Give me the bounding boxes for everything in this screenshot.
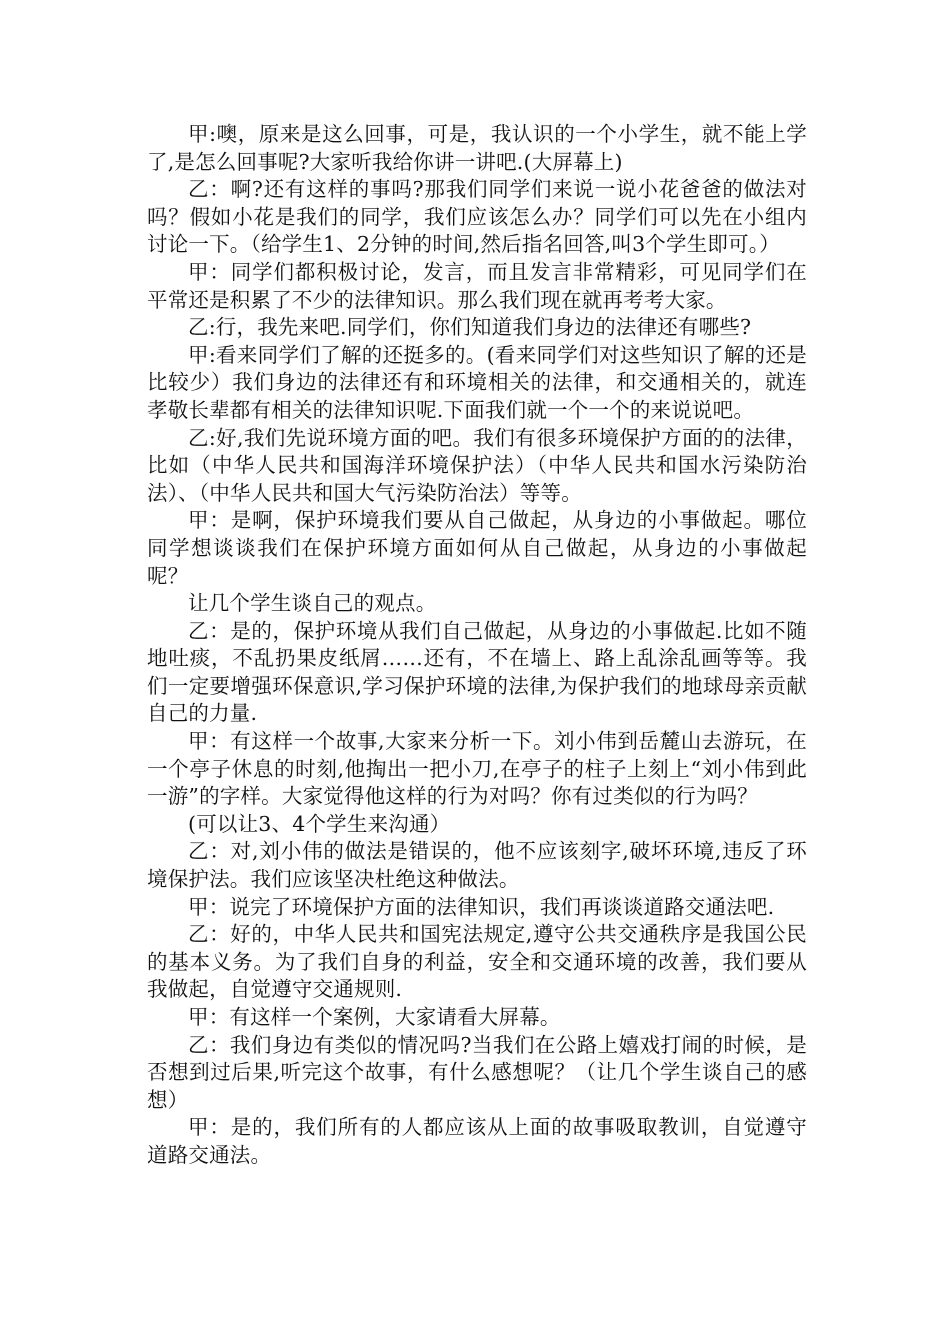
paragraph: 乙：对,刘小伟的做法是错误的，他不应该刻字,破坏环境,违反了环境保护法。我们应该坚决杜绝这种做法。 [147, 839, 807, 892]
paragraph: 甲:看来同学们了解的还挺多的。(看来同学们对这些知识了解的还是比较少）我们身边的法律还有和环境相关的法律，和交通相关的，就连孝敬长辈都有相关的法律知识呢.下面我们就一个一个的来说说吧。 [147, 342, 807, 422]
paragraph: 甲：是的，我们所有的人都应该从上面的故事吸取教训，自觉遵守道路交通法。 [147, 1115, 807, 1167]
paragraph: (可以让3、4个学生来沟通） [188, 811, 451, 836]
paragraph: 乙：啊?还有这样的事吗?那我们同学们来说一说小花爸爸的做法对吗？假如小花是我们的同学，我们应该怎么办？同学们可以先在小组内讨论一下。（给学生1、2分钟的时间,然后指名回答,叫3个学生即可。） [147, 177, 807, 257]
paragraph: 甲：是啊，保护环境我们要从自己做起，从身边的小事做起。哪位同学想谈谈我们在保护环境方面如何从自己做起，从身边的小事做起呢？ [147, 508, 807, 588]
paragraph: 甲：有这样一个故事,大家来分析一下。刘小伟到岳麓山去游玩，在一个亭子休息的时刻,他掏出一把小刀,在亭子的柱子上刻上“刘小伟到此一游”的字样。大家觉得他这样的行为对吗？你有过类似的行为吗？ [147, 729, 807, 809]
paragraph: 甲：说完了环境保护方面的法律知识，我们再谈谈道路交通法吧. [188, 894, 775, 919]
paragraph: 甲：同学们都积极讨论，发言，而且发言非常精彩，可见同学们在平常还是积累了不少的法律知识。那么我们现在就再考考大家。 [147, 259, 807, 312]
paragraph: 甲:噢，原来是这么回事，可是，我认识的一个小学生，就不能上学了,是怎么回事呢?大家听我给你讲一讲吧.(大屏幕上) [147, 122, 807, 174]
paragraph: 乙:行，我先来吧.同学们，你们知道我们身边的法律还有哪些? [188, 315, 752, 340]
paragraph: 乙：我们身边有类似的情况吗?当我们在公路上嬉戏打闹的时候，是否想到过后果,听完这个故事，有什么感想呢？（让几个学生谈自己的感想） [147, 1032, 807, 1112]
paragraph: 乙：是的，保护环境从我们自己做起，从身边的小事做起.比如不随地吐痰，不乱扔果皮纸屑……还有，不在墙上、路上乱涂乱画等等。我们一定要增强环保意识,学习保护环境的法律,为保护我们的地球母亲贡献自己的力量. [147, 618, 807, 726]
document-body [147, 121, 807, 1170]
paragraph: 乙：好的，中华人民共和国宪法规定,遵守公共交通秩序是我国公民的基本义务。为了我们自身的利益，安全和交通环境的改善，我们要从我做起，自觉遵守交通规则. [147, 922, 807, 1002]
paragraph: 让几个学生谈自己的观点。 [188, 591, 437, 616]
paragraph: 甲：有这样一个案例，大家请看大屏幕。 [188, 1005, 561, 1029]
paragraph: 乙:好,我们先说环境方面的吧。我们有很多环境保护方面的的法律，比如（中华人民共和国海洋环境保护法）（中华人民共和国水污染防治法）、（中华人民共和国大气污染防治法）等等。 [147, 425, 807, 505]
